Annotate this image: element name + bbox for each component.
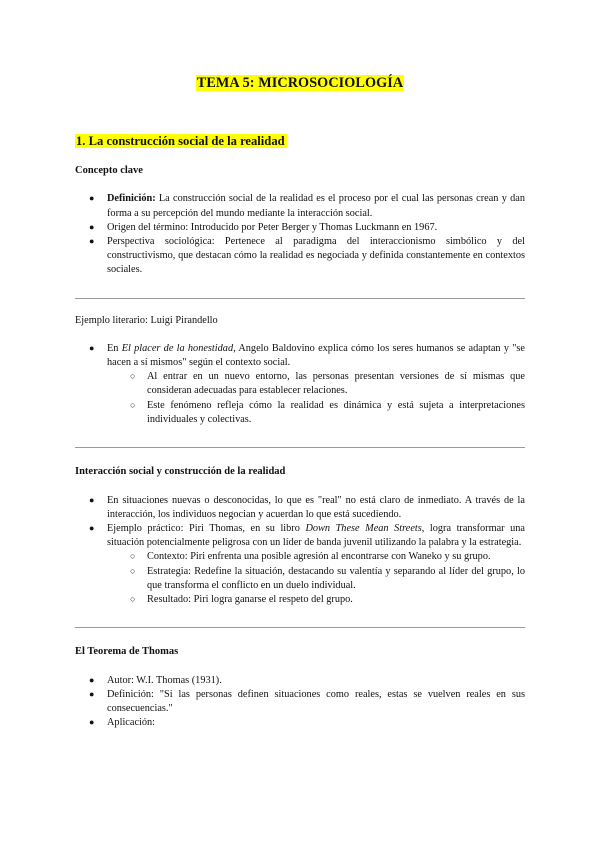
list-item-text: Aplicación: [107, 717, 156, 729]
sublist-item [75, 399, 525, 427]
interaccion-sublist [107, 550, 525, 607]
list-item [75, 235, 525, 278]
book-title: El placer de la honestidad [121, 342, 234, 354]
section-heading-text: 1. La construcción social de la realidad [76, 133, 285, 148]
list-item-text: En [107, 342, 122, 354]
circle-bullet-icon: ○ [130, 371, 136, 382]
circle-bullet-icon: ○ [130, 551, 136, 562]
book-title: Down These Mean Streets [305, 522, 422, 534]
title-wrap [75, 0, 525, 94]
list-item-text: Ejemplo práctico: Piri Thomas, en su libro [107, 522, 306, 534]
bullet-icon: ● [89, 688, 95, 699]
page-title: TEMA 5: MICROSOCIOLOGÍA [196, 75, 404, 91]
sublist-item-text: Al entrar en un nuevo entorno, las personas presentan versiones de sí mismas que consideran adecuadas para establecer relaciones. [147, 371, 525, 397]
list-item [75, 221, 525, 235]
list-item [75, 494, 525, 522]
list-item [75, 192, 525, 220]
concepto-list [75, 192, 525, 277]
bullet-icon: ● [89, 494, 95, 505]
list-item-text: La construcción social de la realidad es el proceso por el cual las personas crean y dan forma a su percepción del mundo mediante la interacción social. [107, 193, 525, 219]
list-item [75, 522, 525, 607]
circle-bullet-icon: ○ [130, 594, 136, 604]
list-item-text: Origen del término: Introducido por Peter Berger y Thomas Luckmann en 1967. [107, 221, 438, 233]
bullet-icon: ● [89, 522, 95, 533]
sublist-item-text: Contexto: Piri enfrenta una posible agresión al encontrarse con Waneko y su grupo. [147, 551, 491, 563]
divider [75, 447, 525, 448]
sublist-item [75, 593, 525, 607]
literario-list [75, 342, 525, 427]
list-item [75, 716, 525, 730]
interaccion-list [75, 494, 525, 608]
list-item-text: Definición: "Si las personas definen situaciones como reales, estas se vuelven reales en sus consecuencias." [107, 688, 525, 715]
bullet-icon: ● [89, 717, 95, 728]
thomas-list [75, 674, 525, 731]
bullet-icon: ● [89, 674, 95, 685]
list-item [75, 688, 525, 716]
literario-sublist [107, 370, 525, 427]
sublist-item-text: Este fenómeno refleja cómo la realidad es dinámica y está sujeta a interpretaciones individuales y colectivas. [147, 399, 525, 425]
sublist-item-text: Resultado: Piri logra ganarse el respeto del grupo. [147, 594, 353, 605]
subheading-thomas: El Teorema de Thomas [75, 646, 179, 658]
subheading-interaccion: Interacción social y construcción de la realidad [75, 466, 286, 478]
subheading-literario: Ejemplo literario: Luigi Pirandello [75, 314, 218, 326]
bullet-icon: ● [89, 342, 95, 353]
bullet-icon: ● [89, 221, 95, 232]
bullet-icon: ● [89, 193, 95, 204]
list-item-text: Autor: W.I. Thomas (1931). [107, 674, 222, 686]
sublist-item [75, 370, 525, 398]
subheading-concepto: Concepto clave [75, 164, 143, 176]
sublist-item [75, 565, 525, 593]
list-item [75, 342, 525, 427]
list-item-text: Perspectiva sociológica: Pertenece al paradigma del interaccionismo simbólico y del constructivismo, que destacan cómo la realidad es negociada y definida constantemente en contextos sociales. [107, 236, 525, 276]
term-label: Definición: [107, 193, 156, 205]
list-item-text: , logra transformar una situación potencialmente peligrosa con un líder de banda juvenil utilizando la palabra y la estrategia. [107, 522, 526, 549]
bullet-icon: ● [89, 236, 95, 247]
section-heading [75, 133, 525, 150]
list-item-text: En situaciones nuevas o desconocidas, lo que es "real" no está claro de inmediato. A través de la interacción, los individuos negocian y acuerdan lo que está sucediendo. [107, 494, 525, 520]
circle-bullet-icon: ○ [130, 399, 136, 410]
list-item [75, 674, 525, 688]
sublist-item-text: Estrategia: Redefine la situación, destacando su valentía y separando al líder del grupo, lo que transforma el conflicto en un duelo individual. [147, 565, 525, 591]
sublist-item [75, 550, 525, 564]
circle-bullet-icon: ○ [130, 565, 136, 576]
divider [75, 627, 525, 628]
list-item-text: , Angelo Baldovino explica cómo los seres humanos se adaptan y "se hacen a sí mismos" según el contexto social. [107, 342, 526, 369]
divider [75, 298, 525, 299]
